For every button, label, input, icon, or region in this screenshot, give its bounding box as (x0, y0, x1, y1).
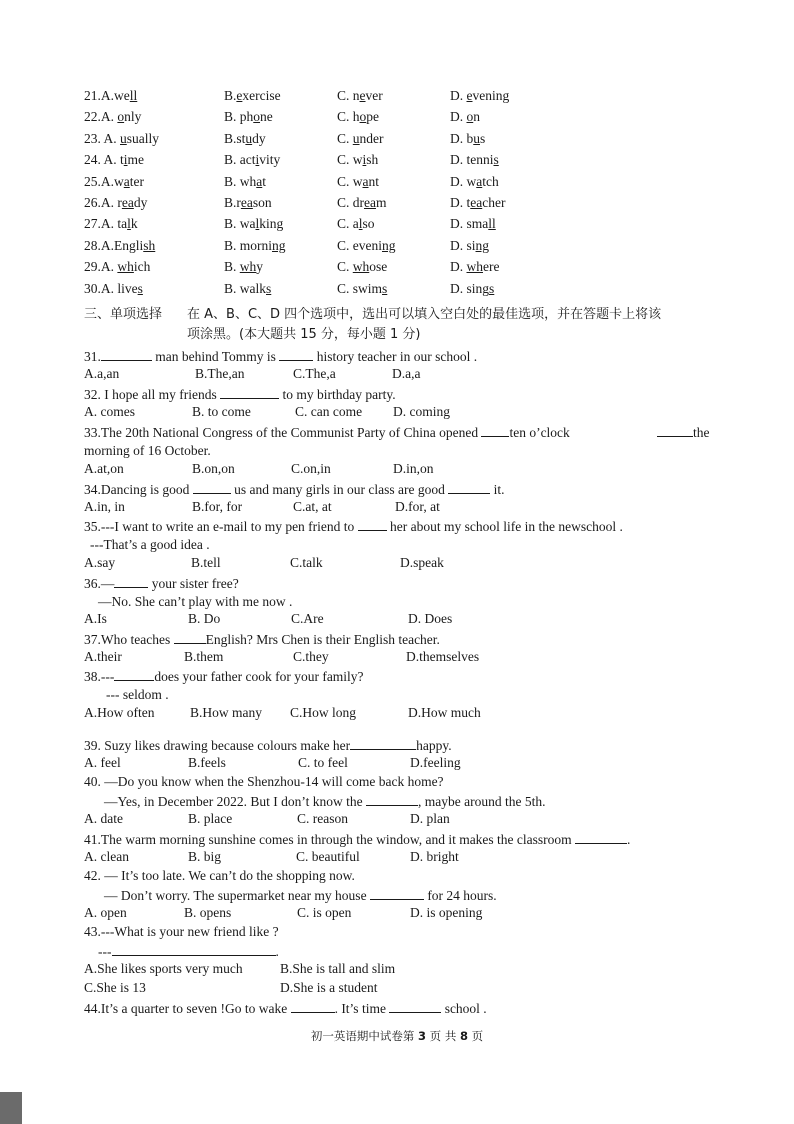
option-b: B.tell (191, 555, 221, 570)
section-three-instruction-1: 在 A、B、C、D 四个选项中，选出可以填入空白处的最佳选项，并在答题卡上将该 (187, 307, 662, 322)
option-a: A.at,on (84, 461, 124, 476)
phonics-27-option-a: 27.A. talk (84, 216, 138, 232)
phonics-24-option-c: C. wish (337, 152, 379, 168)
phonics-24-option-a: 24. A. time (84, 152, 145, 168)
option-a: A. feel (84, 755, 121, 770)
option-d: D.for, at (395, 499, 440, 514)
question-33-cont: morning of 16 October. (84, 443, 211, 458)
answer-blank (220, 385, 279, 399)
question-33-tail: the (657, 423, 710, 441)
option-a: A.How often (84, 705, 155, 720)
phonics-22-option-c: C. hope (337, 109, 380, 125)
question-35-reply: ---That’s a good idea . (90, 537, 210, 552)
option-a: A.in, in (84, 499, 125, 514)
answer-blank (101, 347, 152, 361)
phonics-26-option-a: 26.A. ready (84, 195, 148, 210)
option-d: D. Does (408, 611, 453, 626)
question-35: 35.---I want to write an e-mail to my pen friend to her about my school life in the newschool . (84, 519, 623, 534)
phonics-22-option-a: 22.A. only (84, 109, 142, 125)
option-c: C.they (293, 649, 329, 664)
phonics-26-option-b: B.reason (224, 195, 272, 210)
option-b: B. big (188, 849, 222, 864)
phonics-24-option-d: D. tennis (450, 152, 499, 168)
page-total: 8 (459, 1029, 468, 1043)
option-b: B.on,on (192, 461, 235, 476)
phonics-29-option-b: B. why (224, 259, 264, 275)
option-c: C. is open (297, 905, 352, 920)
question-38-reply: --- seldom . (106, 687, 169, 702)
question-43-reply: --- . (98, 944, 279, 959)
option-a: A. clean (84, 849, 129, 864)
question-32: 32. I hope all my friends to my birthday party. (84, 387, 396, 402)
question-33: 33.The 20th National Congress of the Communist Party of China opened ten o’clock (84, 425, 570, 440)
option-a: A. open (84, 905, 127, 920)
phonics-27-option-d: D. small (450, 216, 496, 232)
option-c: C.She is 13 (84, 980, 146, 995)
option-d: D.themselves (406, 649, 480, 664)
corner-mark (0, 1092, 22, 1124)
phonics-29-option-a: 29.A. which (84, 259, 151, 275)
option-c: C.The,a (293, 366, 336, 381)
phonics-28-option-d: D. sing (450, 237, 490, 253)
question-42-reply: — Don’t worry. The supermarket near my house for 24 hours. (104, 888, 497, 903)
option-b: B. opens (184, 905, 232, 920)
phonics-28-option-c: C. evening (337, 237, 396, 253)
phonics-30-option-b: B. walks (224, 280, 272, 296)
answer-blank (448, 480, 490, 494)
option-b: B. to come (192, 404, 251, 419)
phonics-21-option-b: B.exercise (224, 88, 281, 103)
option-b: B. place (188, 811, 233, 826)
question-44: 44.It’s a quarter to seven !Go to wake . It’s time school . (84, 1001, 487, 1016)
option-c: C.talk (290, 555, 323, 570)
phonics-30-option-a: 30.A. lives (84, 280, 143, 296)
phonics-21-option-d: D. evening (450, 88, 510, 103)
answer-blank (389, 999, 441, 1013)
option-a: A.She likes sports very much (84, 961, 243, 976)
option-d: D.a,a (392, 366, 421, 381)
phonics-27-option-c: C. also (337, 216, 375, 232)
phonics-23-option-a: 23. A. usually (84, 130, 160, 146)
option-a: A.their (84, 649, 122, 664)
option-a: A.a,an (84, 366, 120, 381)
answer-blank (193, 480, 231, 494)
option-b: B.How many (190, 705, 262, 720)
answer-blank (350, 736, 416, 750)
question-42: 42. — It’s too late. We can’t do the shopping now. (84, 868, 355, 883)
option-d: D. is opening (410, 905, 483, 920)
option-c: C.on,in (291, 461, 331, 476)
option-d: D. plan (410, 811, 450, 826)
answer-blank (358, 517, 387, 531)
phonics-29-option-c: C. whose (337, 259, 388, 275)
option-c: C. to feel (298, 755, 348, 770)
phonics-21-option-c: C. never (337, 88, 383, 103)
option-a: A. comes (84, 404, 135, 419)
phonics-27-option-b: B. walking (224, 216, 284, 232)
answer-blank (174, 630, 206, 644)
phonics-28-option-b: B. morning (224, 237, 286, 253)
option-b: B.for, for (192, 499, 243, 514)
answer-blank (575, 830, 627, 844)
option-d: D. bright (410, 849, 459, 864)
option-c: C.Are (291, 611, 324, 626)
phonics-21-option-a: 21.A.well (84, 88, 138, 103)
phonics-26-option-c: C. dream (337, 195, 387, 210)
question-41: 41.The warm morning sunshine comes in through the window, and it makes the classroom . (84, 832, 631, 847)
option-b: B.The,an (195, 366, 245, 381)
phonics-26-option-d: D. teacher (450, 195, 506, 210)
question-34: 34.Dancing is good us and many girls in our class are good it. (84, 482, 505, 497)
phonics-23-option-b: B.study (224, 130, 266, 146)
phonics-24-option-b: B. activity (224, 152, 281, 168)
answer-blank (657, 423, 693, 437)
question-31: 31. man behind Tommy is history teacher in our school . (84, 349, 478, 364)
question-40: 40. —Do you know when the Shenzhou-14 will come back home? (84, 774, 444, 789)
option-d: D.speak (400, 555, 444, 570)
phonics-25-option-a: 25.A.water (84, 173, 144, 189)
option-a: A. date (84, 811, 123, 826)
section-three-heading-line (84, 306, 162, 324)
answer-blank (481, 423, 509, 437)
option-b: B. Do (188, 611, 221, 626)
option-d: D. coming (393, 404, 450, 419)
option-c: C. reason (297, 811, 348, 826)
option-c: C.at, at (293, 499, 332, 514)
page-number: 3 (418, 1029, 427, 1043)
answer-blank (279, 347, 313, 361)
option-d: D.How much (408, 705, 481, 720)
option-d: D.She is a student (280, 980, 378, 995)
option-b: B.feels (188, 755, 226, 770)
question-43: 43.---What is your new friend like ? (84, 924, 279, 939)
option-b: B.them (184, 649, 224, 664)
answer-blank (114, 667, 154, 681)
answer-blank (366, 792, 418, 806)
section-three-title: 三、单项选择 (84, 307, 163, 322)
section-three-instruction-2: 项涂黑。(本大题共 15 分，每小题 1 分) (187, 327, 421, 342)
answer-blank (370, 886, 424, 900)
option-c: C. can come (295, 404, 363, 419)
question-36-reply: —No. She can’t play with me now . (98, 594, 293, 609)
phonics-23-option-d: D. bus (450, 130, 486, 146)
question-36: 36.— your sister free? (84, 576, 239, 591)
option-c: C. beautiful (296, 849, 360, 864)
option-b: B.She is tall and slim (280, 961, 396, 976)
phonics-25-option-b: B. what (224, 173, 267, 189)
option-d: D.in,on (393, 461, 434, 476)
question-39: 39. Suzy likes drawing because colours make her happy. (84, 738, 452, 753)
phonics-30-option-d: D. sings (450, 280, 495, 296)
question-40-reply: —Yes, in December 2022. But I don’t know the , maybe around the 5th. (104, 794, 546, 809)
phonics-22-option-b: B. phone (224, 109, 273, 125)
option-d: D.feeling (410, 755, 461, 770)
question-38: 38.--- does your father cook for your family? (84, 669, 364, 684)
phonics-28-option-a: 28.A.English (84, 237, 156, 253)
question-37: 37.Who teaches English? Mrs Chen is their English teacher. (84, 632, 440, 647)
phonics-25-option-d: D. watch (450, 173, 499, 189)
phonics-22-option-d: D. on (450, 109, 480, 125)
phonics-30-option-c: C. swims (337, 280, 388, 296)
page-footer: 初一英语期中试卷第 3 页 共 8 页 (310, 1029, 484, 1043)
option-a: A.say (84, 555, 116, 570)
option-a: A.Is (84, 611, 107, 626)
answer-blank (112, 942, 276, 956)
answer-blank (291, 999, 335, 1013)
phonics-29-option-d: D. where (450, 259, 500, 275)
answer-blank (114, 574, 148, 588)
phonics-25-option-c: C. want (337, 173, 380, 189)
option-c: C.How long (290, 705, 357, 720)
phonics-23-option-c: C. under (337, 130, 384, 146)
